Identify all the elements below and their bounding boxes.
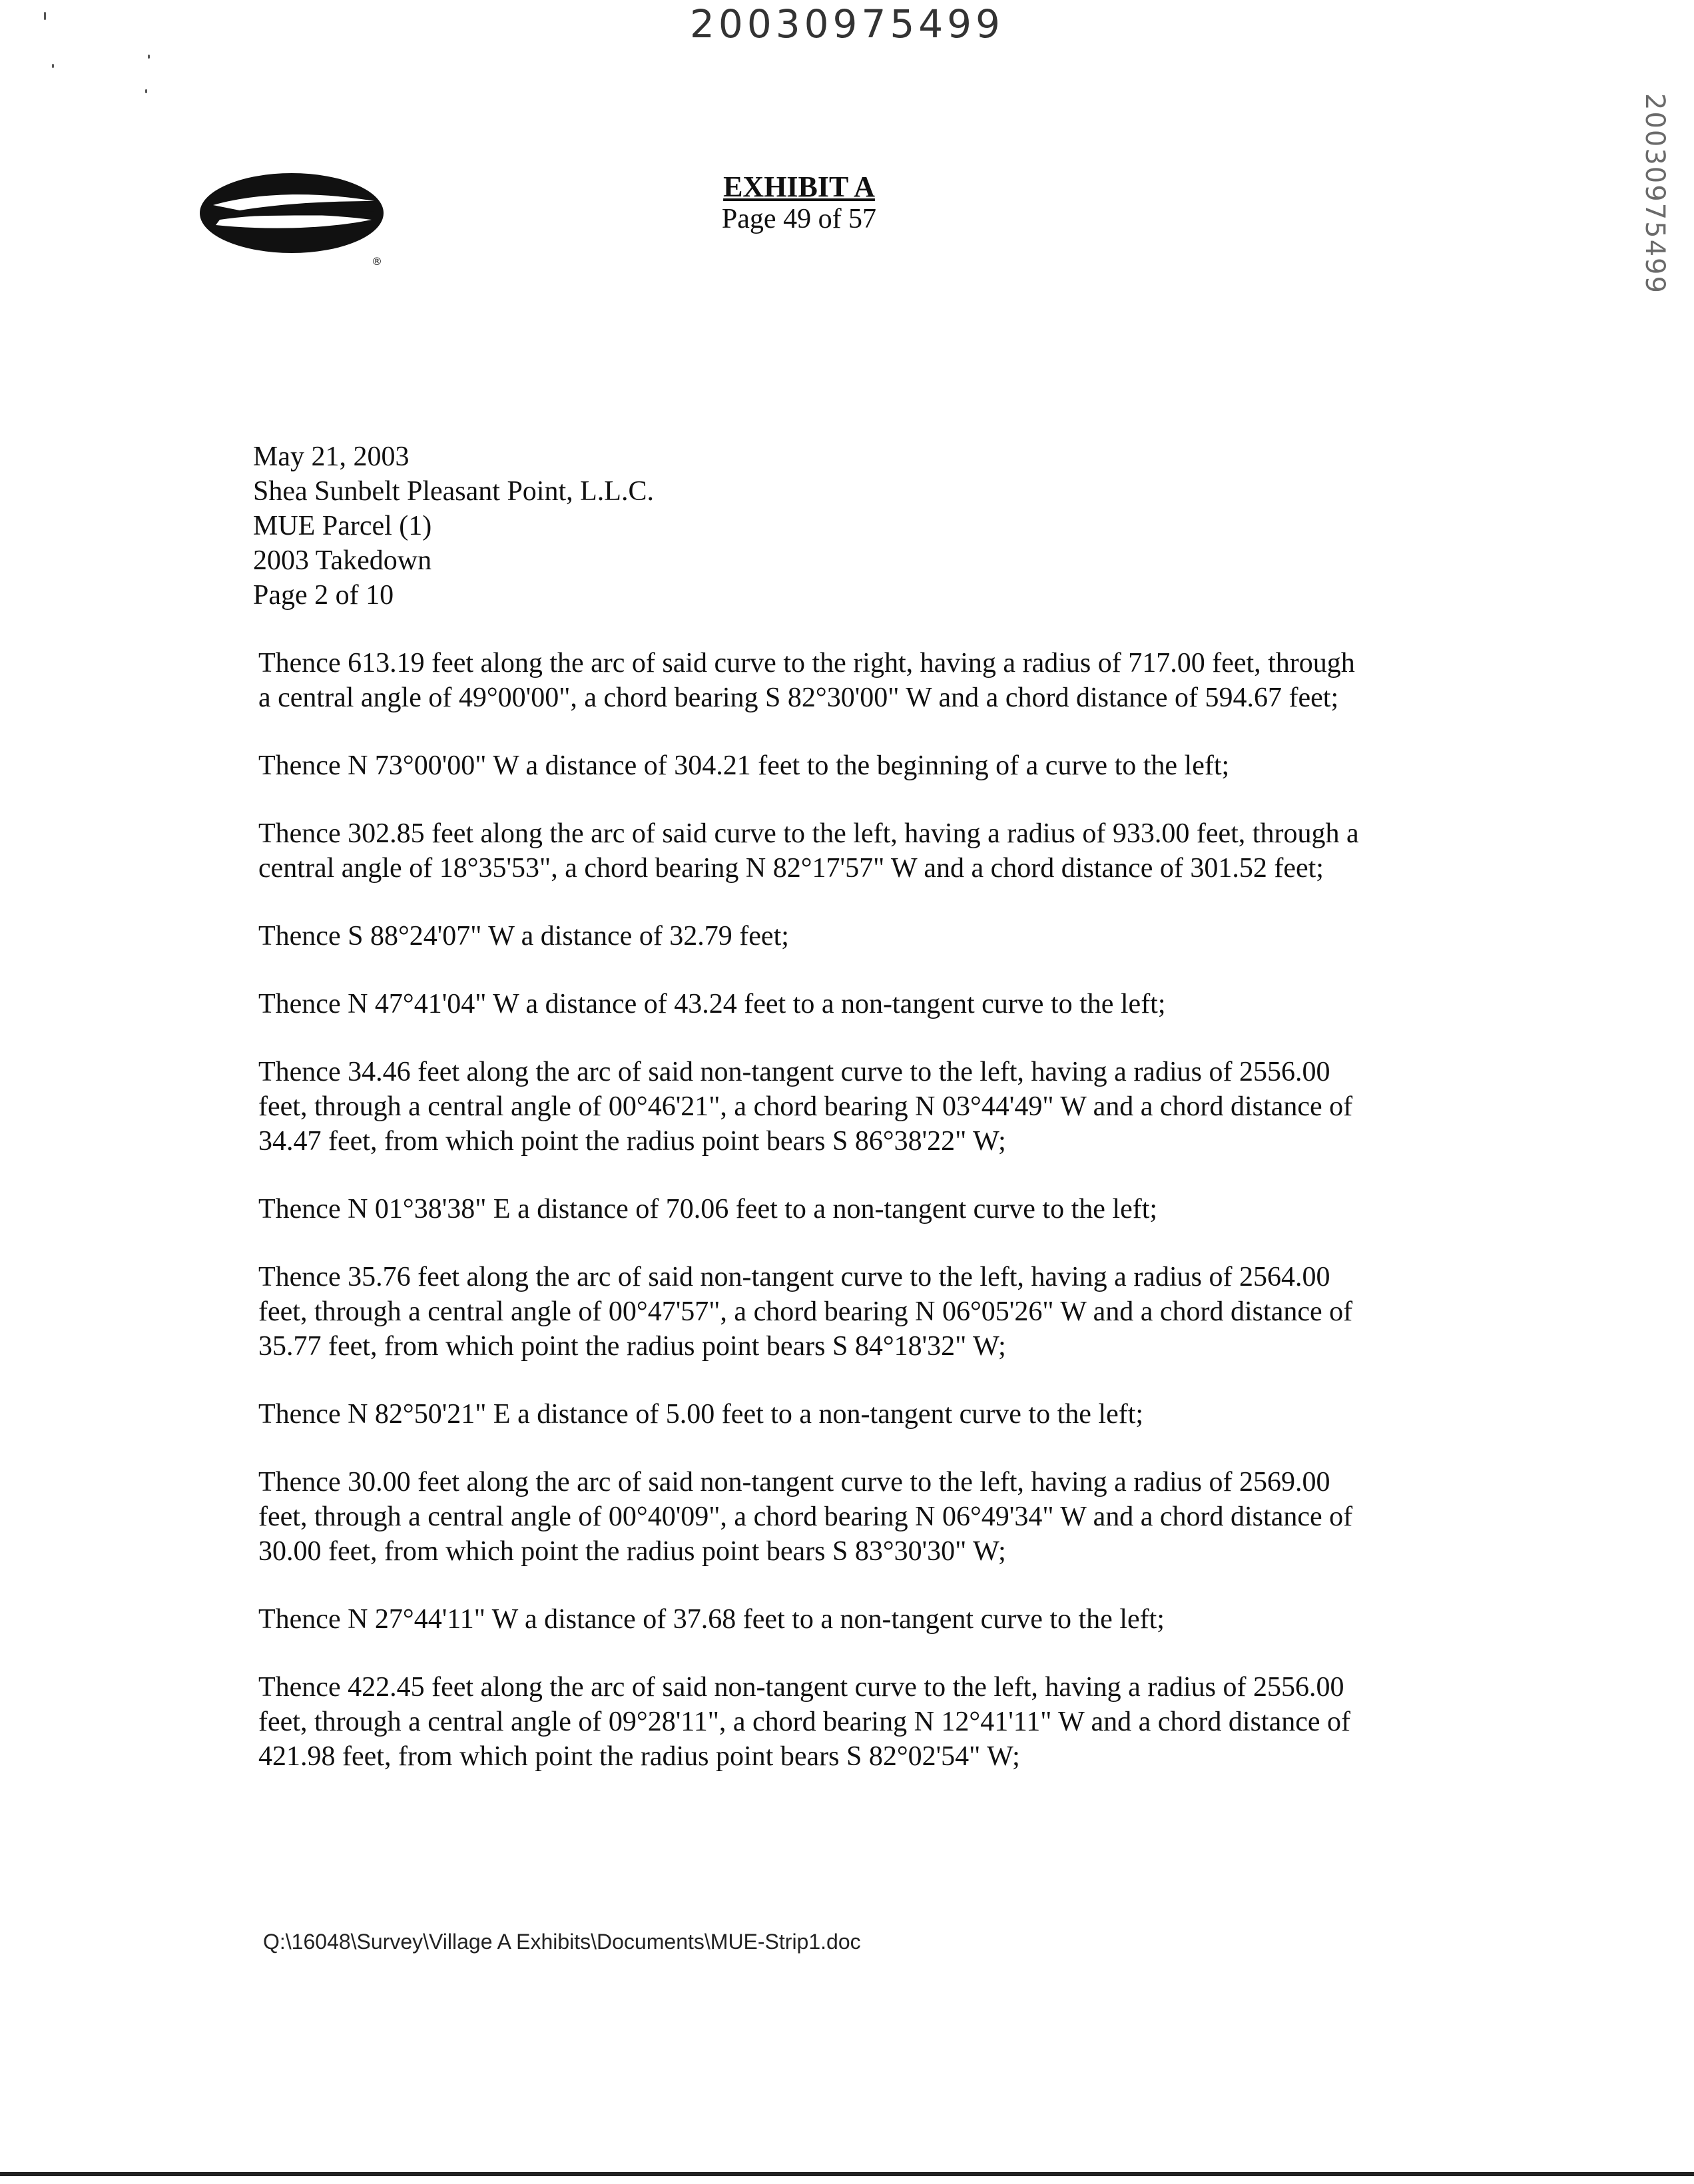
paragraph: Thence N 73°00'00" W a distance of 304.21 feet to the beginning of a curve to the left; xyxy=(258,750,1230,781)
paragraph: Thence 422.45 feet along the arc of said non-tangent curve to the left, having a radius of 2556.00 feet, through a central angle of 09°28'11", a chord bearing N 12°41'11" W and a chord distance of 421.98 feet, from which point the radius point bears S 82°02'54" W; xyxy=(258,1672,1350,1772)
legal-description xyxy=(258,646,1364,1807)
paragraph: Thence N 27°44'11" W a distance of 37.68 feet to a non-tangent curve to the left; xyxy=(258,1604,1165,1635)
paragraph: Thence 613.19 feet along the arc of said curve to the right, having a radius of 717.00 feet, through a central angle of 49°00'00", a chord bearing S 82°30'00" W and a chord distance of 594.67 feet; xyxy=(258,648,1355,713)
header-parcel: MUE Parcel (1) xyxy=(253,511,432,541)
paragraph: Thence S 88°24'07" W a distance of 32.79 feet; xyxy=(258,921,789,952)
paragraph: Thence N 01°38'38" E a distance of 70.06 feet to a non-tangent curve to the left; xyxy=(258,1194,1158,1225)
exhibit-page-number: Page 49 of 57 xyxy=(721,204,877,234)
registered-mark: ® xyxy=(372,255,382,268)
header-page: Page 2 of 10 xyxy=(253,580,394,611)
footer-file-path: Q:\16048\Survey\Village A Exhibits\Documents\MUE-Strip1.doc xyxy=(263,1930,861,1954)
scan-speck xyxy=(52,64,54,68)
paragraph: Thence 302.85 feet along the arc of said curve to the left, having a radius of 933.00 feet, through a central angle of 18°35'53", a chord bearing N 82°17'57" W and a chord distance of 301.52 feet; xyxy=(258,818,1359,884)
exhibit-title: EXHIBIT A xyxy=(723,170,875,203)
paragraph: Thence 35.76 feet along the arc of said non-tangent curve to the left, having a radius of 2564.00 feet, through a central angle of 00°47'57", a chord bearing N 06°05'26" W and a chord distance of 35.77 feet, from which point the radius point bears S 84°18'32" W; xyxy=(258,1262,1353,1362)
paragraph: Thence N 47°41'04" W a distance of 43.24 feet to a non-tangent curve to the left; xyxy=(258,989,1166,1019)
scan-speck xyxy=(145,89,147,93)
scan-bottom-edge xyxy=(0,2172,1694,2176)
paragraph: Thence 34.46 feet along the arc of said non-tangent curve to the left, having a radius of 2556.00 feet, through a central angle of 00°46'21", a chord bearing N 03°44'49" W and a chord distance of 34.47 feet, from which point the radius point bears S 86°38'22" W; xyxy=(258,1057,1353,1157)
swoosh-s-logo-icon xyxy=(200,172,400,272)
document-number: 20030975499 xyxy=(690,1,1004,47)
paragraph: Thence 30.00 feet along the arc of said non-tangent curve to the left, having a radius of 2569.00 feet, through a central angle of 00°40'09", a chord bearing N 06°49'34" W and a chord distance of 30.00 feet, from which point the radius point bears S 83°30'30" W; xyxy=(258,1467,1353,1567)
paragraph: Thence N 82°50'21" E a distance of 5.00 feet to a non-tangent curve to the left; xyxy=(258,1399,1144,1430)
letter-header xyxy=(253,439,654,613)
header-takedown: 2003 Takedown xyxy=(253,545,432,576)
header-company: Shea Sunbelt Pleasant Point, L.L.C. xyxy=(253,476,654,507)
header-date: May 21, 2003 xyxy=(253,441,410,472)
scan-speck xyxy=(148,55,150,59)
scan-speck xyxy=(44,12,46,20)
side-stamp: 20030975499 xyxy=(1639,93,1670,294)
